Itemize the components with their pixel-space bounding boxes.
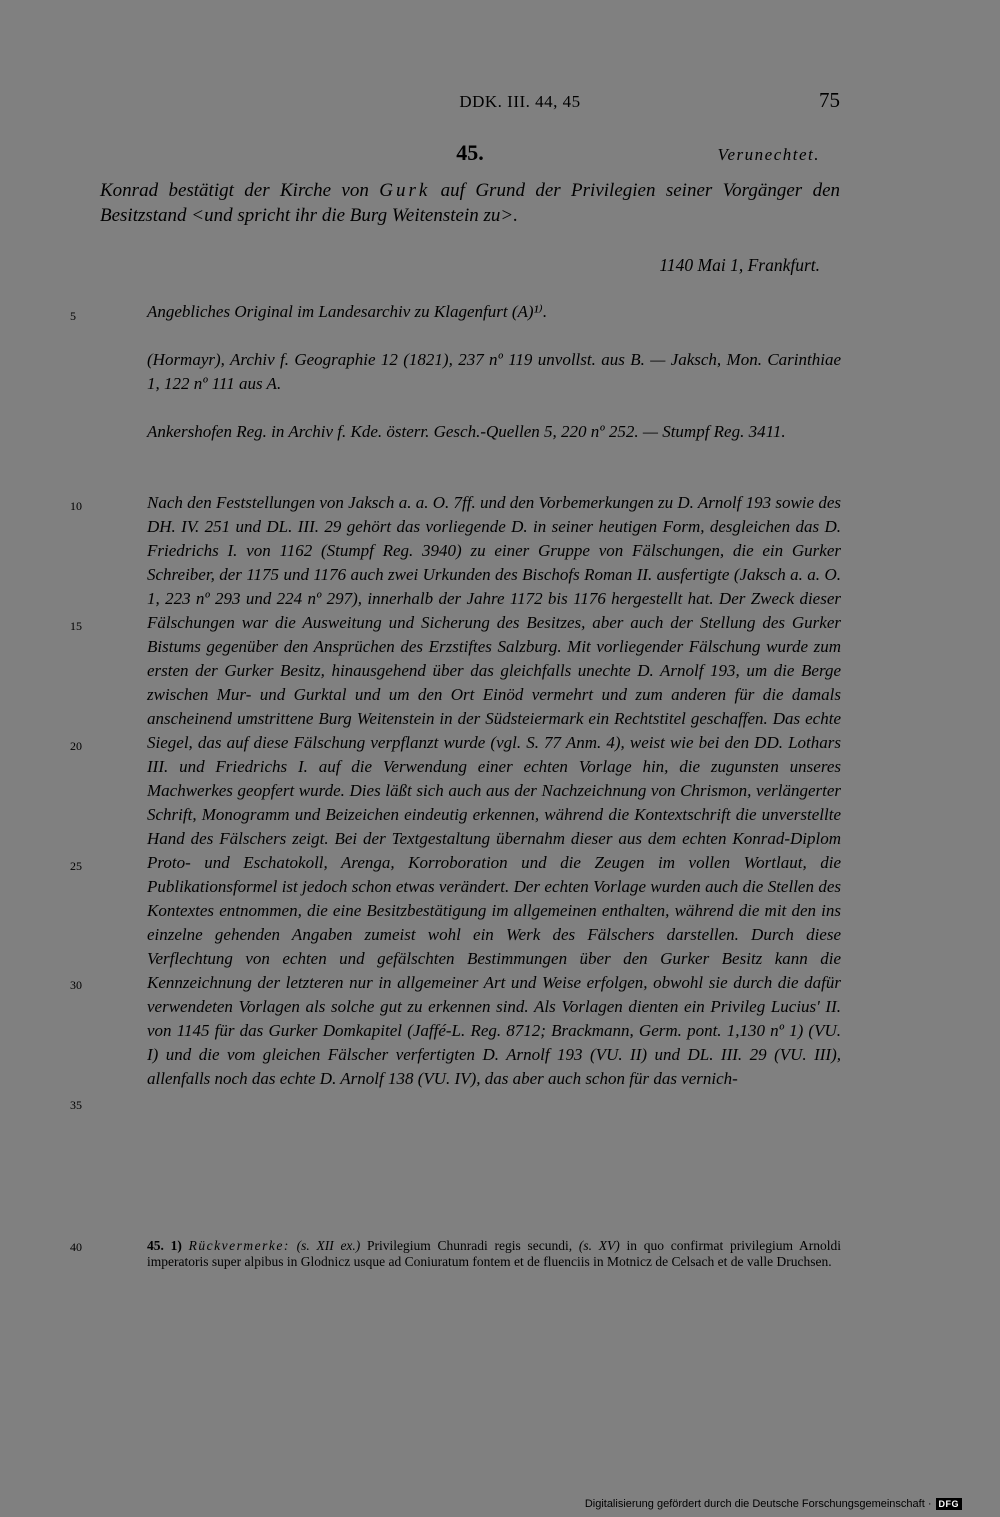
- footnote-text: Privilegium Chunradi regis secundi,: [360, 1238, 579, 1253]
- tradition-original-text: Angebliches Original im Landesarchiv zu Klagenfurt (A)¹⁾.: [147, 302, 548, 321]
- footnote-heading: Rückvermerke:: [188, 1238, 290, 1253]
- footnote-label: 45. 1): [147, 1238, 182, 1253]
- line-number: 40: [70, 1240, 82, 1254]
- footnote-text: in quo confirmat privilegium Arnoldi imperatoris super alpibus in Glodnicz usque ad Coniuratum fontem et de fluenciis in Motnicz de Celsach et de valle Druchsen.: [147, 1238, 841, 1269]
- line-number: 5: [70, 309, 76, 323]
- footnote-date: (s. XII ex.): [296, 1238, 361, 1253]
- authenticity-status: Verunechtet.: [717, 145, 820, 164]
- date-place-line: 1140 Mai 1, Frankfurt.: [659, 255, 820, 275]
- line-number: 15: [70, 619, 82, 633]
- regest-text-start: Konrad bestätigt der Kirche von: [100, 180, 380, 201]
- running-head: DDK. III. 44, 45: [459, 92, 581, 111]
- regest-summary: [100, 178, 840, 228]
- document-number: 45.: [456, 140, 484, 165]
- regest-text-end: auf Grund der Privilegien seiner Vorgänger den Besitzstand <und spricht ihr die Burg Weitenstein zu>.: [100, 180, 840, 226]
- credit-text: Digitalisierung gefördert durch die Deutsche Forschungsgemeinschaft ·: [584, 1498, 932, 1510]
- commentary: [147, 491, 841, 1091]
- line-number: 25: [70, 859, 82, 873]
- page-number: 75: [819, 88, 840, 112]
- tradition-prints: [147, 348, 841, 396]
- line-number: 20: [70, 739, 82, 753]
- tradition-regesta: [147, 420, 841, 444]
- line-number: 35: [70, 1098, 82, 1112]
- commentary-text: Nach den Feststellungen von Jaksch a. a. O. 7ff. und den Vorbemerkungen zu D. Arnolf 193 sowie des DH. IV. 251 und DL. III. 29 gehört das vorliegende D. in seiner heutigen Form, desgleichen das D. Friedrichs I. von 1162 (Stumpf Reg. 3940) zu einer Gruppe von Fälschungen, die ein Gurker Schreiber, der 1175 und 1176 auch zwei Urkunden des Bischofs Roman II. ausfertigte (Jaksch a. a. O. 1, 223 nº 293 und 224 nº 297), innerhalb der Jahre 1172 bis 1176 hergestellt hat. Der Zweck dieser Fälschungen war die Ausweitung und Sicherung des Besitzes, aber auch der Stellung des Gurker Bistums gegenüber den Ansprüchen des Erzstiftes Salzburg. Mit vorliegender Fälschung wurde zum ersten der Gurker Besitz, hinausgehend über das gleichfalls unechte D. Arnolf 193, um die Berge zwischen Mur- und Gurktal und um den Ort Einöd vermehrt und zum anderen für die damals anscheinend umstrittene Burg Weitenstein in der Südsteiermark ein Rechtstitel geschaffen. Das echte Siegel, das auf diese Fälschung verpflanzt wurde (vgl. S. 77 Anm. 4), weist wie bei den DD. Lothars III. und Friedrichs I. auf die Verwendung einer echten Vorlage hin, die zugunsten unseres Machwerkes geopfert wurde. Dies läßt sich auch aus der Nachzeichnung von Chrismon, verlängerter Schrift, Monogramm und Beizeichen eindeutig erkennen, während die Kontextschrift die unverstellte Hand des Fälschers zeigt. Bei der Textgestaltung übernahm dieser aus dem echten Konrad-Diplom Proto- und Eschatokoll, Arenga, Korroboration und die Zeugen im vollen Wortlaut, die Publikationsformel ist jedoch schon etwas verändert. Der echten Vorlage wurden auch die Stellen des Kontextes entnommen, die eine Besitzbestätigung im allgemeinen enthalten, während die mit den ins einzelne gehenden Angaben zumeist wohl ein Werk des Fälschers darstellen. Durch diese Verflechtung von echten und gefälschten Bestimmungen über den Gurker Besitz kann die Kennzeichnung der letzteren nur in allgemeiner Art und Weise erfolgen, obwohl sie durch die dafür verwendeten Vorlagen als solche gut zu erkennen sind. Als Vorlagen dienten ein Privileg Lucius' II. von 1145 für das Gurker Domkapitel (Jaffé-L. Reg. 8712; Brackmann, Germ. pont. 1,130 nº 1) (VU. I) und die vom gleichen Fälscher verfertigten D. Arnolf 193 (VU. II) und DL. III. 29 (VU. III), allenfalls noch das echte D. Arnolf 138 (VU. IV), das aber auch schon für das vernich-: [147, 493, 841, 1088]
- tradition-regesta-text: Ankershofen Reg. in Archiv f. Kde. österr. Gesch.-Quellen 5, 220 nº 252. — Stumpf Reg. 3411.: [147, 422, 786, 441]
- tradition-prints-text: (Hormayr), Archiv f. Geographie 12 (1821), 237 nº 119 unvollst. aus B. — Jaksch, Mon. Carinthiae 1, 122 nº 111 aus A.: [147, 350, 841, 393]
- regest-place-name: Gurk: [379, 180, 431, 201]
- footnote-date: (s. XV): [578, 1238, 620, 1253]
- footnote: [147, 1238, 841, 1270]
- digitization-credit: [585, 1498, 962, 1510]
- tradition-original: [147, 300, 841, 324]
- dfg-logo: DFG: [936, 1498, 963, 1510]
- page-header: [100, 88, 840, 118]
- line-number: 30: [70, 978, 82, 992]
- line-number: 10: [70, 499, 82, 513]
